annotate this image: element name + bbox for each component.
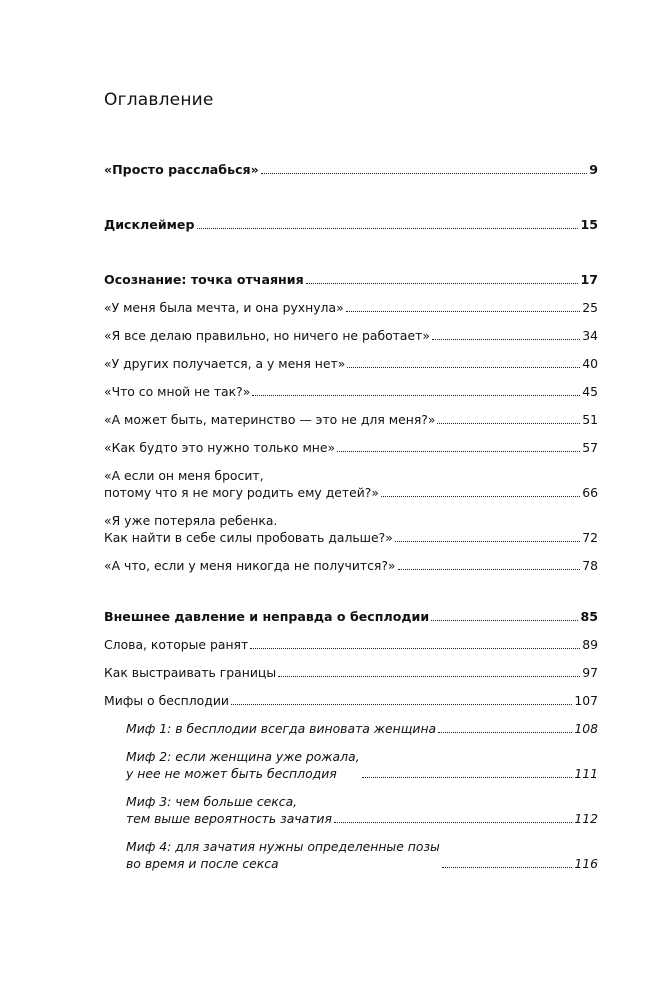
- dot-leader: [432, 339, 580, 340]
- dot-leader: [346, 311, 581, 312]
- toc-entry-text: «Что со мной не так?»: [104, 384, 251, 399]
- toc-title: Оглавление: [104, 90, 214, 110]
- toc-entry-page: 97: [582, 665, 598, 680]
- toc-entry-text: «Просто расслабься»: [104, 162, 259, 177]
- toc-entry-text: «А если он меня бросит, потому что я не могу родить ему детей?»: [104, 468, 379, 500]
- toc-entry-page: 25: [582, 300, 598, 315]
- toc-entry-section[interactable]: [104, 692, 598, 709]
- toc-entry-page: 57: [582, 440, 598, 455]
- toc-entry-text: «А что, если у меня никогда не получится?»: [104, 558, 396, 573]
- dot-leader: [437, 423, 580, 424]
- toc-entry-text: Миф 4: для зачатия нужны определенные позы во время и после секса: [126, 839, 440, 871]
- dot-leader: [431, 620, 578, 621]
- toc-entry-page: 72: [582, 530, 598, 545]
- toc-entry-text: Как выстраивать границы: [104, 665, 277, 680]
- toc-entry-text: Внешнее давление и неправда о бесплодии: [104, 609, 430, 624]
- toc-entry-page: 108: [574, 721, 598, 736]
- toc-entry-text: «Я уже потеряла ребенка. Как найти в себе силы пробовать дальше?»: [104, 513, 393, 545]
- toc-entry-chapter[interactable]: [104, 271, 598, 288]
- toc-entry-text: «Я все делаю правильно, но ничего не работает»: [104, 328, 430, 343]
- toc-entry-text: Дисклеймер: [104, 217, 195, 232]
- toc-entry-section[interactable]: [104, 411, 598, 428]
- toc-entry-myth[interactable]: [104, 838, 598, 872]
- toc-entry-chapter[interactable]: [104, 161, 598, 178]
- toc-entry-section[interactable]: [104, 664, 598, 681]
- toc-entry-page: 15: [580, 217, 598, 232]
- toc-entry-page: 40: [582, 356, 598, 371]
- toc-entry-text: «А может быть, материнство — это не для меня?»: [104, 412, 436, 427]
- dot-leader: [250, 648, 580, 649]
- toc-entry-section[interactable]: [104, 355, 598, 372]
- toc-entry-text: «У меня была мечта, и она рухнула»: [104, 300, 344, 315]
- toc-entry-page: 85: [580, 609, 598, 624]
- toc-entry-myth[interactable]: [104, 793, 598, 827]
- dot-leader: [347, 367, 580, 368]
- toc-entry-text: «У других получается, а у меня нет»: [104, 356, 346, 371]
- dot-leader: [395, 541, 580, 542]
- toc-entry-page: 111: [574, 766, 598, 781]
- dot-leader: [231, 704, 572, 705]
- toc-entry-myth[interactable]: [104, 720, 598, 737]
- toc-entry-myth[interactable]: [104, 748, 598, 782]
- toc-entry-page: 89: [582, 637, 598, 652]
- toc-entry-page: 78: [582, 558, 598, 573]
- toc-entry-text: Миф 2: если женщина уже рожала, у нее не может быть бесплодия: [126, 749, 360, 781]
- toc-entry-section[interactable]: [104, 299, 598, 316]
- toc-entry-text: Осознание: точка отчаяния: [104, 272, 304, 287]
- toc-entry-text: Мифы о бесплодии: [104, 693, 229, 708]
- toc-entry-text: Миф 3: чем больше секса, тем выше вероятность зачатия: [126, 794, 332, 826]
- dot-leader: [261, 173, 587, 174]
- dot-leader: [252, 395, 580, 396]
- toc-entry-page: 51: [582, 412, 598, 427]
- toc-entry-page: 17: [580, 272, 598, 287]
- toc-entry-page: 107: [574, 693, 598, 708]
- toc-entry-section[interactable]: [104, 636, 598, 653]
- toc-entry-page: 45: [582, 384, 598, 399]
- dot-leader: [306, 283, 579, 284]
- toc-entry-page: 112: [574, 811, 598, 826]
- dot-leader: [381, 496, 580, 497]
- dot-leader: [438, 732, 572, 733]
- toc-entry-section[interactable]: [104, 557, 598, 574]
- toc-page: [104, 88, 598, 883]
- dot-leader: [362, 777, 573, 778]
- dot-leader: [398, 569, 581, 570]
- dot-leader: [334, 822, 572, 823]
- toc-entry-section[interactable]: [104, 327, 598, 344]
- toc-entry-text: Миф 1: в бесплодии всегда виновата женщина: [126, 721, 437, 736]
- toc-entry-page: 66: [582, 485, 598, 500]
- dot-leader: [197, 228, 579, 229]
- toc-entry-chapter[interactable]: [104, 216, 598, 233]
- toc-entry-section[interactable]: [104, 512, 598, 546]
- toc-entry-section[interactable]: [104, 383, 598, 400]
- toc-entry-text: «Как будто это нужно только мне»: [104, 440, 336, 455]
- toc-entry-section[interactable]: [104, 439, 598, 456]
- dot-leader: [442, 867, 573, 868]
- toc-entry-page: 9: [589, 162, 598, 177]
- toc-entry-page: 34: [582, 328, 598, 343]
- toc-entry-chapter[interactable]: [104, 608, 598, 625]
- dot-leader: [337, 451, 580, 452]
- toc-entry-text: Слова, которые ранят: [104, 637, 249, 652]
- dot-leader: [278, 676, 580, 677]
- toc-entry-section[interactable]: [104, 467, 598, 501]
- toc-entry-page: 116: [574, 856, 598, 871]
